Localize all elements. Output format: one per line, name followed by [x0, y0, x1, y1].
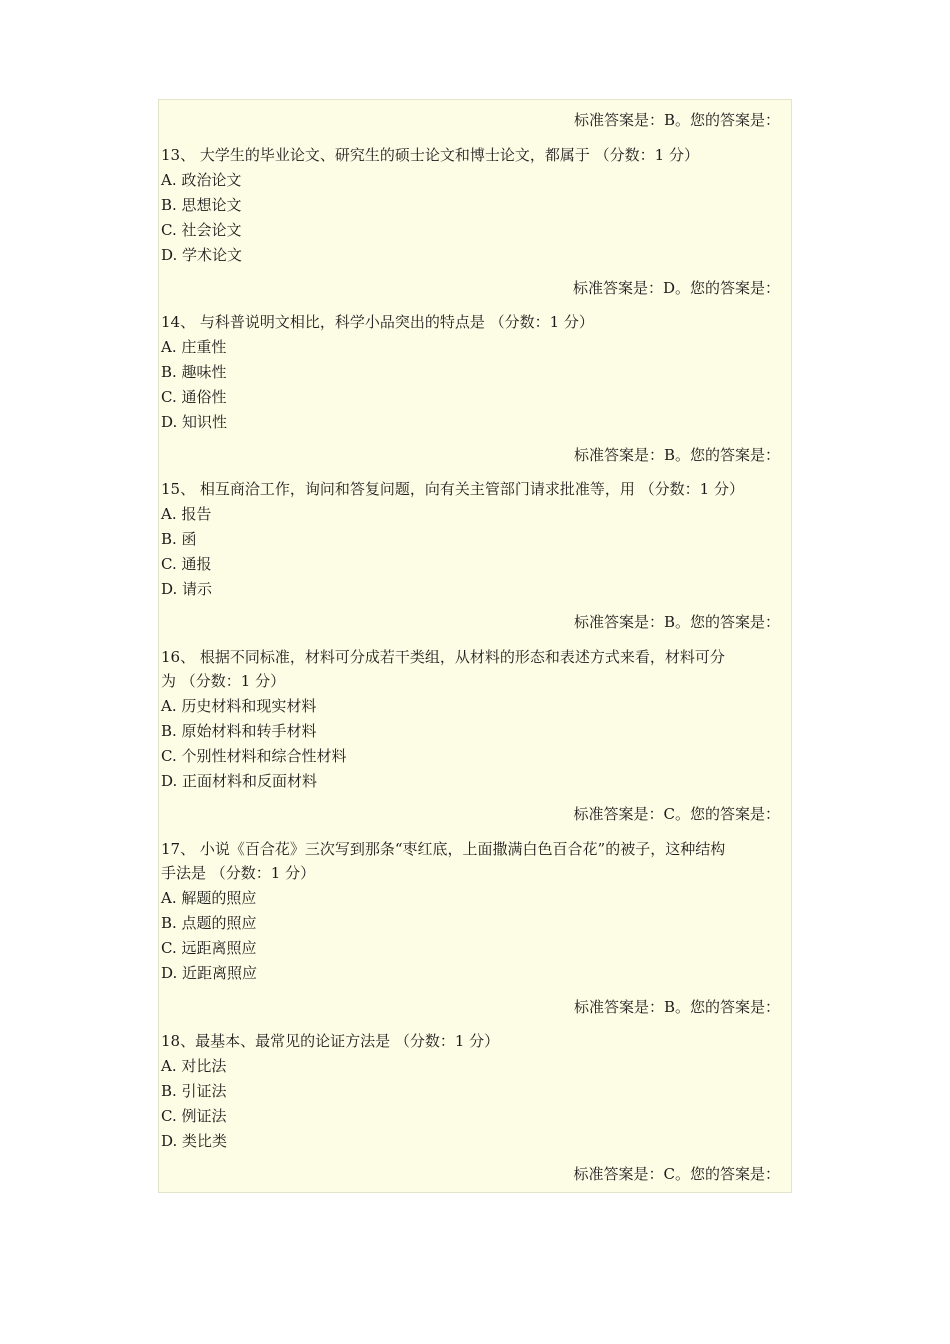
question-18-option-d: D. 类比类: [161, 1132, 228, 1150]
question-16-stem: 16、 根据不同标准，材料可分成若干类组，从材料的形态和表述方式来看，材料可分: [161, 648, 725, 666]
question-16-option-c: C. 个别性材料和综合性材料: [161, 747, 347, 765]
question-18-stem: 18、最基本、最常见的论证方法是 （分数：1 分）: [161, 1032, 500, 1050]
question-14-option-c: C. 通俗性: [161, 388, 227, 406]
question-18-option-a: A. 对比法: [161, 1057, 227, 1075]
question-18-option-b: B. 引证法: [161, 1082, 227, 1100]
question-14-option-d: D. 知识性: [161, 413, 228, 431]
question-14-option-a: A. 庄重性: [161, 338, 227, 356]
standard-answer-row: 标准答案是：B。您的答案是：: [573, 613, 780, 631]
question-13-option-c: C. 社会论文: [161, 221, 242, 239]
question-17-option-b: B. 点题的照应: [161, 914, 257, 932]
question-15-option-a: A. 报告: [161, 505, 212, 523]
quiz-panel: [158, 99, 792, 1193]
question-16-option-d: D. 正面材料和反面材料: [161, 772, 318, 790]
question-16-option-b: B. 原始材料和转手材料: [161, 722, 317, 740]
standard-answer-row: 标准答案是：C。您的答案是：: [573, 805, 780, 823]
standard-answer-row: 标准答案是：C。您的答案是：: [573, 1165, 780, 1183]
question-13-option-b: B. 思想论文: [161, 196, 242, 214]
standard-answer-row: 标准答案是：B。您的答案是：: [573, 111, 780, 129]
question-15-stem: 15、 相互商洽工作，询问和答复问题，向有关主管部门请求批准等，用 （分数：1 分）: [161, 480, 744, 498]
standard-answer-row: 标准答案是：B。您的答案是：: [573, 446, 780, 464]
standard-answer-row: 标准答案是：B。您的答案是：: [573, 998, 780, 1016]
question-17-option-a: A. 解题的照应: [161, 889, 257, 907]
question-16-stem-cont: 为 （分数：1 分）: [161, 672, 286, 690]
question-14-stem: 14、 与科普说明文相比，科学小品突出的特点是 （分数：1 分）: [161, 313, 594, 331]
question-14-option-b: B. 趣味性: [161, 363, 227, 381]
question-15-option-d: D. 请示: [161, 580, 213, 598]
question-17-option-c: C. 远距离照应: [161, 939, 257, 957]
question-17-option-d: D. 近距离照应: [161, 964, 258, 982]
question-13-stem: 13、 大学生的毕业论文、研究生的硕士论文和博士论文，都属于 （分数：1 分）: [161, 146, 699, 164]
question-17-stem: 17、 小说《百合花》三次写到那条“枣红底，上面撒满白色百合花”的被子，这种结构: [161, 840, 726, 858]
standard-answer-row: 标准答案是：D。您的答案是：: [572, 279, 780, 297]
question-15-option-c: C. 通报: [161, 555, 212, 573]
question-16-option-a: A. 历史材料和现实材料: [161, 697, 317, 715]
question-18-option-c: C. 例证法: [161, 1107, 227, 1125]
question-13-option-d: D. 学术论文: [161, 246, 243, 264]
question-13-option-a: A. 政治论文: [161, 171, 242, 189]
question-17-stem-cont: 手法是 （分数：1 分）: [161, 864, 316, 882]
question-15-option-b: B. 函: [161, 530, 197, 548]
